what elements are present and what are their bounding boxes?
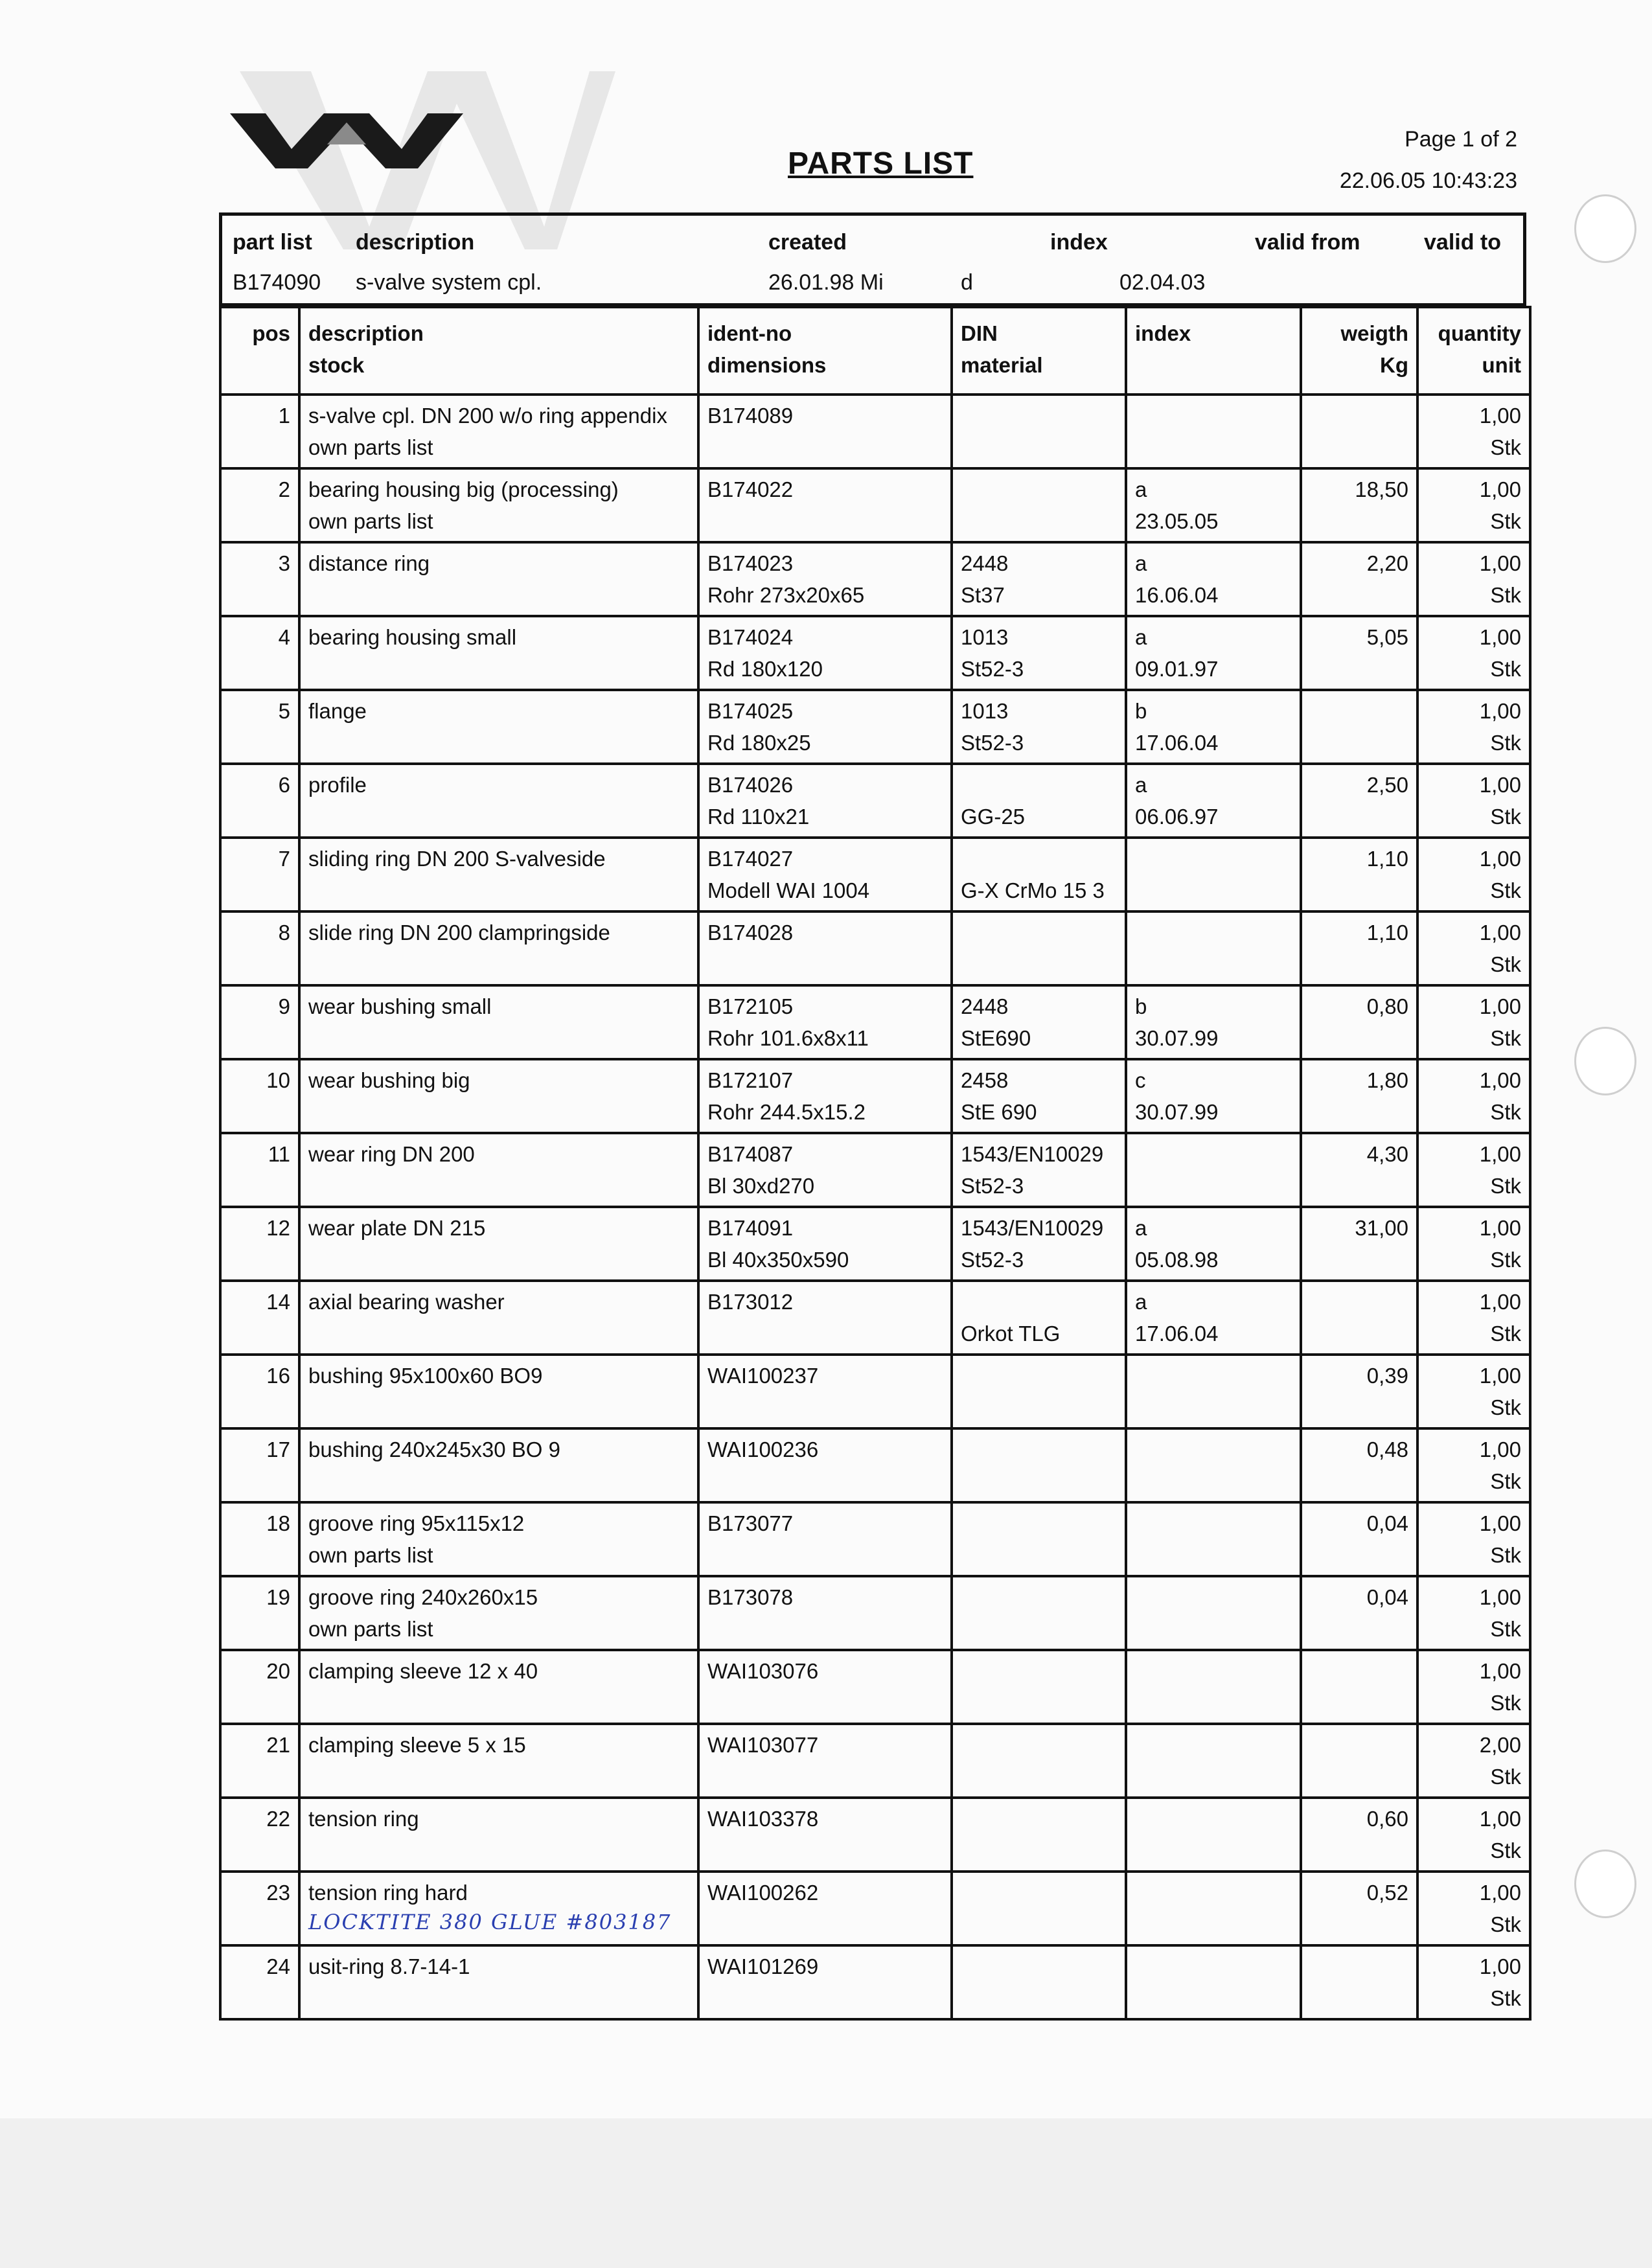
ident-cell: B173012 bbox=[698, 1281, 952, 1355]
quantity-cell: 1,00 Stk bbox=[1417, 395, 1530, 468]
table-row bbox=[220, 1650, 1530, 1724]
pos-cell: 6 bbox=[220, 764, 299, 838]
weight-cell bbox=[1301, 690, 1417, 764]
ident-cell: WAI103378 bbox=[698, 1798, 952, 1872]
pos-cell: 11 bbox=[220, 1133, 299, 1207]
din-material-cell: 2458 StE 690 bbox=[952, 1059, 1126, 1133]
ident-cell: B172107 Rohr 244.5x15.2 bbox=[698, 1059, 952, 1133]
index-cell: a 16.06.04 bbox=[1126, 542, 1301, 616]
pos-cell: 24 bbox=[220, 1945, 299, 2019]
table-row bbox=[220, 1502, 1530, 1576]
pos-cell: 23 bbox=[220, 1872, 299, 1945]
company-logo bbox=[230, 107, 463, 172]
col-index: index bbox=[1126, 307, 1301, 395]
index-cell bbox=[1126, 1650, 1301, 1724]
description-cell: profile bbox=[299, 764, 698, 838]
index-cell: a 05.08.98 bbox=[1126, 1207, 1301, 1281]
index-cell bbox=[1126, 1724, 1301, 1798]
index-cell bbox=[1126, 395, 1301, 468]
pos-cell: 5 bbox=[220, 690, 299, 764]
pos-cell: 8 bbox=[220, 911, 299, 985]
ident-cell: B174022 bbox=[698, 468, 952, 542]
table-row bbox=[220, 1724, 1530, 1798]
quantity-cell: 1,00 Stk bbox=[1417, 468, 1530, 542]
weight-cell bbox=[1301, 1650, 1417, 1724]
quantity-cell: 1,00 Stk bbox=[1417, 690, 1530, 764]
label-valid-to: valid to bbox=[1424, 230, 1502, 255]
description-cell: slide ring DN 200 clampringside bbox=[299, 911, 698, 985]
din-material-cell bbox=[952, 1724, 1126, 1798]
ident-cell: B174026 Rd 110x21 bbox=[698, 764, 952, 838]
label-index: index bbox=[1050, 230, 1108, 255]
pos-cell: 14 bbox=[220, 1281, 299, 1355]
label-part-list: part list bbox=[233, 230, 312, 255]
din-material-cell: Orkot TLG bbox=[952, 1281, 1126, 1355]
pos-cell: 22 bbox=[220, 1798, 299, 1872]
table-row bbox=[220, 1207, 1530, 1281]
quantity-cell: 1,00 Stk bbox=[1417, 764, 1530, 838]
weight-cell: 0,04 bbox=[1301, 1576, 1417, 1650]
index-cell: c 30.07.99 bbox=[1126, 1059, 1301, 1133]
weight-cell bbox=[1301, 1945, 1417, 2019]
din-material-cell bbox=[952, 1650, 1126, 1724]
col-ident: ident-no dimensions bbox=[698, 307, 952, 395]
label-description: description bbox=[356, 230, 475, 255]
quantity-cell: 1,00 Stk bbox=[1417, 1428, 1530, 1502]
table-row bbox=[220, 911, 1530, 985]
pos-cell: 12 bbox=[220, 1207, 299, 1281]
weight-cell: 0,52 bbox=[1301, 1872, 1417, 1945]
table-row bbox=[220, 1355, 1530, 1428]
index-cell: a 09.01.97 bbox=[1126, 616, 1301, 690]
ident-cell: B174087 Bl 30xd270 bbox=[698, 1133, 952, 1207]
table-row bbox=[220, 690, 1530, 764]
weight-cell: 1,80 bbox=[1301, 1059, 1417, 1133]
pos-cell: 7 bbox=[220, 838, 299, 911]
quantity-cell: 1,00 Stk bbox=[1417, 911, 1530, 985]
pos-cell: 21 bbox=[220, 1724, 299, 1798]
weight-cell: 18,50 bbox=[1301, 468, 1417, 542]
ident-cell: WAI100236 bbox=[698, 1428, 952, 1502]
index-cell bbox=[1126, 1872, 1301, 1945]
pos-cell: 18 bbox=[220, 1502, 299, 1576]
weight-cell: 0,39 bbox=[1301, 1355, 1417, 1428]
weight-cell: 4,30 bbox=[1301, 1133, 1417, 1207]
quantity-cell: 1,00 Stk bbox=[1417, 1872, 1530, 1945]
index-cell bbox=[1126, 1428, 1301, 1502]
din-material-cell: 1543/EN10029 St52-3 bbox=[952, 1207, 1126, 1281]
table-header-row bbox=[220, 307, 1530, 395]
description-cell: tension ring bbox=[299, 1798, 698, 1872]
ident-cell: WAI103076 bbox=[698, 1650, 952, 1724]
description-cell: groove ring 240x260x15 own parts list bbox=[299, 1576, 698, 1650]
table-row bbox=[220, 616, 1530, 690]
din-material-cell bbox=[952, 1502, 1126, 1576]
description-cell: distance ring bbox=[299, 542, 698, 616]
weight-cell bbox=[1301, 395, 1417, 468]
pos-cell: 20 bbox=[220, 1650, 299, 1724]
weight-cell: 2,20 bbox=[1301, 542, 1417, 616]
ident-cell: B174027 Modell WAI 1004 bbox=[698, 838, 952, 911]
page-title: PARTS LIST bbox=[788, 146, 974, 181]
page-number: Page 1 of 2 bbox=[1405, 127, 1517, 152]
table-row bbox=[220, 542, 1530, 616]
quantity-cell: 1,00 Stk bbox=[1417, 1576, 1530, 1650]
description-cell: wear bushing small bbox=[299, 985, 698, 1059]
description-cell: s-valve cpl. DN 200 w/o ring appendix own parts list bbox=[299, 395, 698, 468]
ident-cell: B173078 bbox=[698, 1576, 952, 1650]
din-material-cell bbox=[952, 1428, 1126, 1502]
weight-cell: 2,50 bbox=[1301, 764, 1417, 838]
table-row bbox=[220, 985, 1530, 1059]
din-material-cell: GG-25 bbox=[952, 764, 1126, 838]
description-cell: wear plate DN 215 bbox=[299, 1207, 698, 1281]
ident-cell: B174023 Rohr 273x20x65 bbox=[698, 542, 952, 616]
table-row bbox=[220, 838, 1530, 911]
table-row bbox=[220, 1945, 1530, 2019]
index-cell: b 17.06.04 bbox=[1126, 690, 1301, 764]
ident-cell: WAI100262 bbox=[698, 1872, 952, 1945]
quantity-cell: 1,00 Stk bbox=[1417, 1207, 1530, 1281]
table-row bbox=[220, 764, 1530, 838]
table-row bbox=[220, 1428, 1530, 1502]
created-date: 26.01.98 Mi bbox=[768, 270, 884, 295]
pos-cell: 4 bbox=[220, 616, 299, 690]
weight-cell: 0,60 bbox=[1301, 1798, 1417, 1872]
weight-cell: 1,10 bbox=[1301, 838, 1417, 911]
index-cell: a 06.06.97 bbox=[1126, 764, 1301, 838]
weight-cell bbox=[1301, 1724, 1417, 1798]
quantity-cell: 1,00 Stk bbox=[1417, 1133, 1530, 1207]
quantity-cell: 1,00 Stk bbox=[1417, 1281, 1530, 1355]
quantity-cell: 1,00 Stk bbox=[1417, 542, 1530, 616]
weight-cell: 0,80 bbox=[1301, 985, 1417, 1059]
table-row bbox=[220, 1576, 1530, 1650]
weight-cell bbox=[1301, 1281, 1417, 1355]
description-cell: tension ring hard LOCKTITE 380 GLUE #803187 bbox=[299, 1872, 698, 1945]
table-row bbox=[220, 1133, 1530, 1207]
pos-cell: 10 bbox=[220, 1059, 299, 1133]
print-timestamp: 22.06.05 10:43:23 bbox=[1339, 168, 1517, 193]
description-cell: groove ring 95x115x12 own parts list bbox=[299, 1502, 698, 1576]
pos-cell: 2 bbox=[220, 468, 299, 542]
description-cell: sliding ring DN 200 S-valveside bbox=[299, 838, 698, 911]
index-cell bbox=[1126, 838, 1301, 911]
index-cell: a 23.05.05 bbox=[1126, 468, 1301, 542]
table-row bbox=[220, 1872, 1530, 1945]
weight-cell: 5,05 bbox=[1301, 616, 1417, 690]
ident-cell: B173077 bbox=[698, 1502, 952, 1576]
description-cell: clamping sleeve 5 x 15 bbox=[299, 1724, 698, 1798]
ident-cell: B174091 Bl 40x350x590 bbox=[698, 1207, 952, 1281]
pos-cell: 19 bbox=[220, 1576, 299, 1650]
weight-cell: 0,48 bbox=[1301, 1428, 1417, 1502]
quantity-cell: 1,00 Stk bbox=[1417, 1945, 1530, 2019]
index-value: d bbox=[961, 270, 973, 295]
ident-cell: B174028 bbox=[698, 911, 952, 985]
valid-from-date: 02.04.03 bbox=[1119, 270, 1206, 295]
din-material-cell bbox=[952, 468, 1126, 542]
table-row bbox=[220, 1281, 1530, 1355]
din-material-cell: 2448 StE690 bbox=[952, 985, 1126, 1059]
index-cell bbox=[1126, 1798, 1301, 1872]
quantity-cell: 2,00 Stk bbox=[1417, 1724, 1530, 1798]
pos-cell: 9 bbox=[220, 985, 299, 1059]
din-material-cell bbox=[952, 1945, 1126, 2019]
header-box bbox=[219, 212, 1526, 306]
col-description: description stock bbox=[299, 307, 698, 395]
index-cell bbox=[1126, 1945, 1301, 2019]
index-cell bbox=[1126, 1355, 1301, 1428]
index-cell bbox=[1126, 1502, 1301, 1576]
din-material-cell bbox=[952, 395, 1126, 468]
din-material-cell bbox=[952, 1355, 1126, 1428]
weight-cell: 0,04 bbox=[1301, 1502, 1417, 1576]
din-material-cell: 1543/EN10029 St52-3 bbox=[952, 1133, 1126, 1207]
description-cell: bearing housing small bbox=[299, 616, 698, 690]
ident-cell: B174089 bbox=[698, 395, 952, 468]
weight-cell: 1,10 bbox=[1301, 911, 1417, 985]
quantity-cell: 1,00 Stk bbox=[1417, 1798, 1530, 1872]
description-cell: usit-ring 8.7-14-1 bbox=[299, 1945, 698, 2019]
ident-cell: WAI101269 bbox=[698, 1945, 952, 2019]
table-row bbox=[220, 1059, 1530, 1133]
label-valid-from: valid from bbox=[1255, 230, 1360, 255]
din-material-cell bbox=[952, 1798, 1126, 1872]
table-row bbox=[220, 395, 1530, 468]
label-created: created bbox=[768, 230, 847, 255]
punch-hole bbox=[1574, 1027, 1636, 1095]
punch-hole bbox=[1574, 194, 1636, 263]
index-cell bbox=[1126, 911, 1301, 985]
table-row bbox=[220, 1798, 1530, 1872]
description-cell: flange bbox=[299, 690, 698, 764]
weight-cell: 31,00 bbox=[1301, 1207, 1417, 1281]
handwritten-note: LOCKTITE 380 GLUE #803187 bbox=[308, 1910, 672, 1934]
pos-cell: 3 bbox=[220, 542, 299, 616]
din-material-cell bbox=[952, 1872, 1126, 1945]
ident-cell: B172105 Rohr 101.6x8x11 bbox=[698, 985, 952, 1059]
index-cell bbox=[1126, 1576, 1301, 1650]
page-info bbox=[1340, 119, 1517, 201]
description-cell: clamping sleeve 12 x 40 bbox=[299, 1650, 698, 1724]
description-cell: wear ring DN 200 bbox=[299, 1133, 698, 1207]
parts-table bbox=[219, 306, 1532, 2021]
quantity-cell: 1,00 Stk bbox=[1417, 1059, 1530, 1133]
pos-cell: 16 bbox=[220, 1355, 299, 1428]
din-material-cell bbox=[952, 911, 1126, 985]
quantity-cell: 1,00 Stk bbox=[1417, 1355, 1530, 1428]
din-material-cell bbox=[952, 1576, 1126, 1650]
col-din: DIN material bbox=[952, 307, 1126, 395]
index-cell: b 30.07.99 bbox=[1126, 985, 1301, 1059]
din-material-cell: G-X CrMo 15 3 bbox=[952, 838, 1126, 911]
table-row bbox=[220, 468, 1530, 542]
quantity-cell: 1,00 Stk bbox=[1417, 838, 1530, 911]
din-material-cell: 2448 St37 bbox=[952, 542, 1126, 616]
part-list-description: s-valve system cpl. bbox=[356, 270, 542, 295]
quantity-cell: 1,00 Stk bbox=[1417, 1650, 1530, 1724]
ident-cell: WAI100237 bbox=[698, 1355, 952, 1428]
pos-cell: 17 bbox=[220, 1428, 299, 1502]
col-weight: weigth Kg bbox=[1301, 307, 1417, 395]
description-cell: bearing housing big (processing) own parts list bbox=[299, 468, 698, 542]
description-cell: bushing 95x100x60 BO9 bbox=[299, 1355, 698, 1428]
description-cell: wear bushing big bbox=[299, 1059, 698, 1133]
description-cell: bushing 240x245x30 BO 9 bbox=[299, 1428, 698, 1502]
pos-cell: 1 bbox=[220, 395, 299, 468]
col-quantity: quantity unit bbox=[1417, 307, 1530, 395]
description-cell: axial bearing washer bbox=[299, 1281, 698, 1355]
quantity-cell: 1,00 Stk bbox=[1417, 616, 1530, 690]
index-cell: a 17.06.04 bbox=[1126, 1281, 1301, 1355]
din-material-cell: 1013 St52-3 bbox=[952, 616, 1126, 690]
col-pos: pos bbox=[220, 307, 299, 395]
punch-hole bbox=[1574, 1850, 1636, 1918]
ident-cell: B174024 Rd 180x120 bbox=[698, 616, 952, 690]
scan-bed-shadow bbox=[0, 2118, 1652, 2268]
ident-cell: WAI103077 bbox=[698, 1724, 952, 1798]
quantity-cell: 1,00 Stk bbox=[1417, 1502, 1530, 1576]
ident-cell: B174025 Rd 180x25 bbox=[698, 690, 952, 764]
quantity-cell: 1,00 Stk bbox=[1417, 985, 1530, 1059]
part-list-number: B174090 bbox=[233, 270, 321, 295]
din-material-cell: 1013 St52-3 bbox=[952, 690, 1126, 764]
index-cell bbox=[1126, 1133, 1301, 1207]
